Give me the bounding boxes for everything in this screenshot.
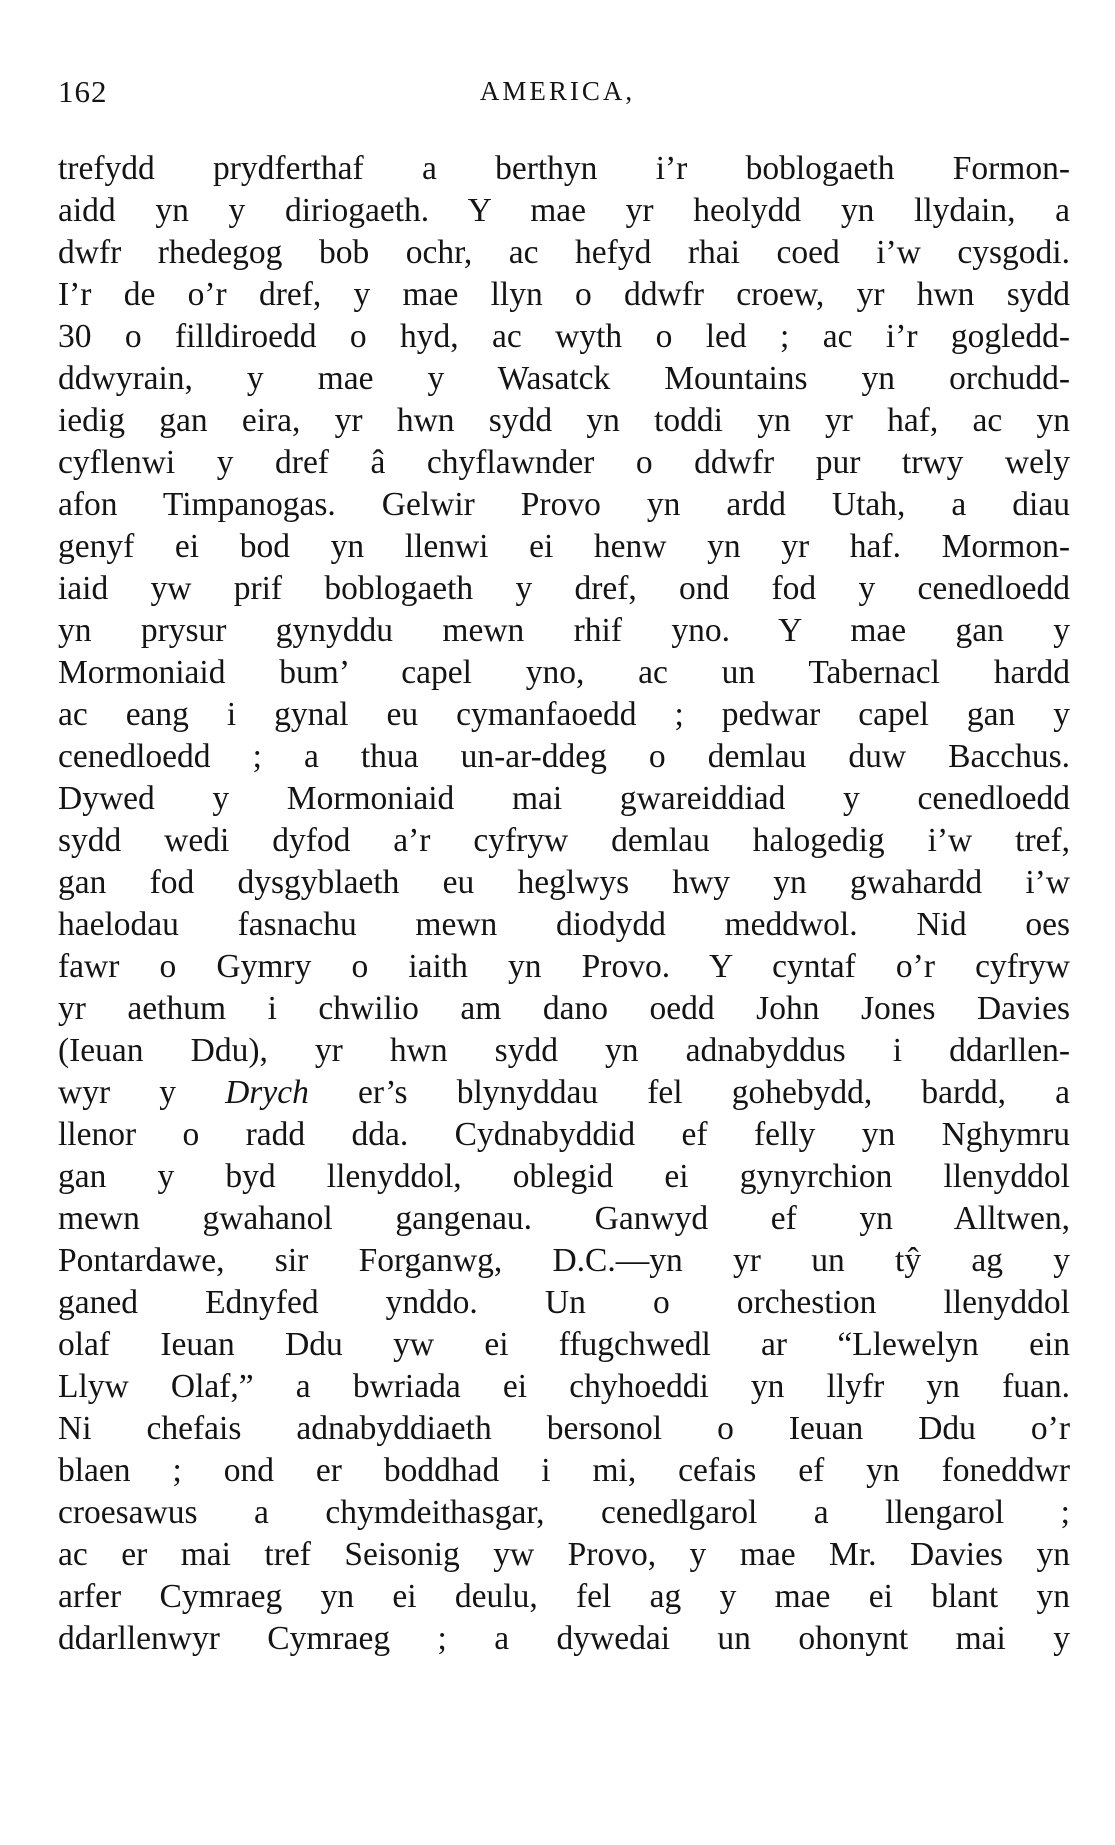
text-line: llenor o radd dda. Cydnabyddid ef felly yn Nghymru [58, 1116, 1070, 1153]
text-line: (Ieuan Ddu), yr hwn sydd yn adnabyddus i ddarllen- [58, 1032, 1070, 1069]
text-line: arfer Cymraeg yn ei deulu, fel ag y mae ei blant yn [58, 1578, 1070, 1615]
text-line: gan y byd llenyddol, oblegid ei gynyrchion llenyddol [58, 1158, 1070, 1195]
text-line: ac eang i gynal eu cymanfaoedd ; pedwar capel gan y [58, 696, 1070, 733]
text-line: sydd wedi dyfod a’r cyfryw demlau halogedig i’w tref, [58, 822, 1070, 859]
text-line: trefydd prydferthaf a berthyn i’r boblogaeth Formon- [58, 150, 1070, 187]
italic-title: Drych [225, 1074, 309, 1111]
text-line: blaen ; ond er boddhad i mi, cefais ef yn foneddwr [58, 1452, 1070, 1489]
text-line: dwfr rhedegog bob ochr, ac hefyd rhai coed i’w cysgodi. [58, 234, 1070, 271]
text-line: iaid yw prif boblogaeth y dref, ond fod y cenedloedd [58, 570, 1070, 607]
text-line: gan fod dysgyblaeth eu heglwys hwy yn gwahardd i’w [58, 864, 1070, 901]
text-run: er’s blynyddau fel gohebydd, bardd, a [308, 1074, 1070, 1111]
text-line: yn prysur gynyddu mewn rhif yno. Y mae gan y [58, 612, 1070, 649]
text-line: ddwyrain, y mae y Wasatck Mountains yn orchudd- [58, 360, 1070, 397]
text-line: cenedloedd ; a thua un-ar-ddeg o demlau duw Bacchus. [58, 738, 1070, 775]
text-run: wyr y [58, 1074, 226, 1111]
text-line: Llyw Olaf,” a bwriada ei chyhoeddi yn llyfr yn fuan. [58, 1368, 1070, 1405]
text-line: Pontardawe, sir Forganwg, D.C.—yn yr un tŷ ag y [58, 1242, 1070, 1279]
text-line: cyflenwi y dref â chyflawnder o ddwfr pur trwy wely [58, 444, 1070, 481]
text-line: Ni chefais adnabyddiaeth bersonol o Ieuan Ddu o’r [58, 1410, 1070, 1447]
text-line: genyf ei bod yn llenwi ei henw yn yr haf. Mormon- [58, 528, 1070, 565]
text-line: Mormoniaid bum’ capel yno, ac un Tabernacl hardd [58, 654, 1070, 691]
text-line: iedig gan eira, yr hwn sydd yn toddi yn yr haf, ac yn [58, 402, 1070, 439]
page-number: 162 [58, 74, 108, 109]
text-line: ac er mai tref Seisonig yw Provo, y mae Mr. Davies yn [58, 1536, 1070, 1573]
text-line: fawr o Gymry o iaith yn Provo. Y cyntaf o’r cyfryw [58, 948, 1070, 985]
text-line: croesawus a chymdeithasgar, cenedlgarol a llengarol ; [58, 1494, 1070, 1531]
body-text [58, 148, 1070, 1660]
text-line: Dywed y Mormoniaid mai gwareiddiad y cenedloedd [58, 780, 1070, 817]
text-line: I’r de o’r dref, y mae llyn o ddwfr croew, yr hwn sydd [58, 276, 1070, 313]
text-line [58, 1072, 1070, 1114]
text-line: ddarllenwyr Cymraeg ; a dywedai un ohonynt mai y [58, 1620, 1070, 1657]
text-line: olaf Ieuan Ddu yw ei ffugchwedl ar “Llewelyn ein [58, 1326, 1070, 1363]
text-line: yr aethum i chwilio am dano oedd John Jones Davies [58, 990, 1070, 1027]
text-line: mewn gwahanol gangenau. Ganwyd ef yn Alltwen, [58, 1200, 1070, 1237]
page-header [58, 74, 1057, 114]
text-line: afon Timpanogas. Gelwir Provo yn ardd Utah, a diau [58, 486, 1070, 523]
running-head: AMERICA, [479, 76, 636, 106]
text-line: ganed Ednyfed ynddo. Un o orchestion llenyddol [58, 1284, 1070, 1321]
text-line: aidd yn y diriogaeth. Y mae yr heolydd yn llydain, a [58, 192, 1070, 229]
text-line: 30 o filldiroedd o hyd, ac wyth o led ; ac i’r gogledd- [58, 318, 1070, 355]
text-line: haelodau fasnachu mewn diodydd meddwol. Nid oes [58, 906, 1070, 943]
